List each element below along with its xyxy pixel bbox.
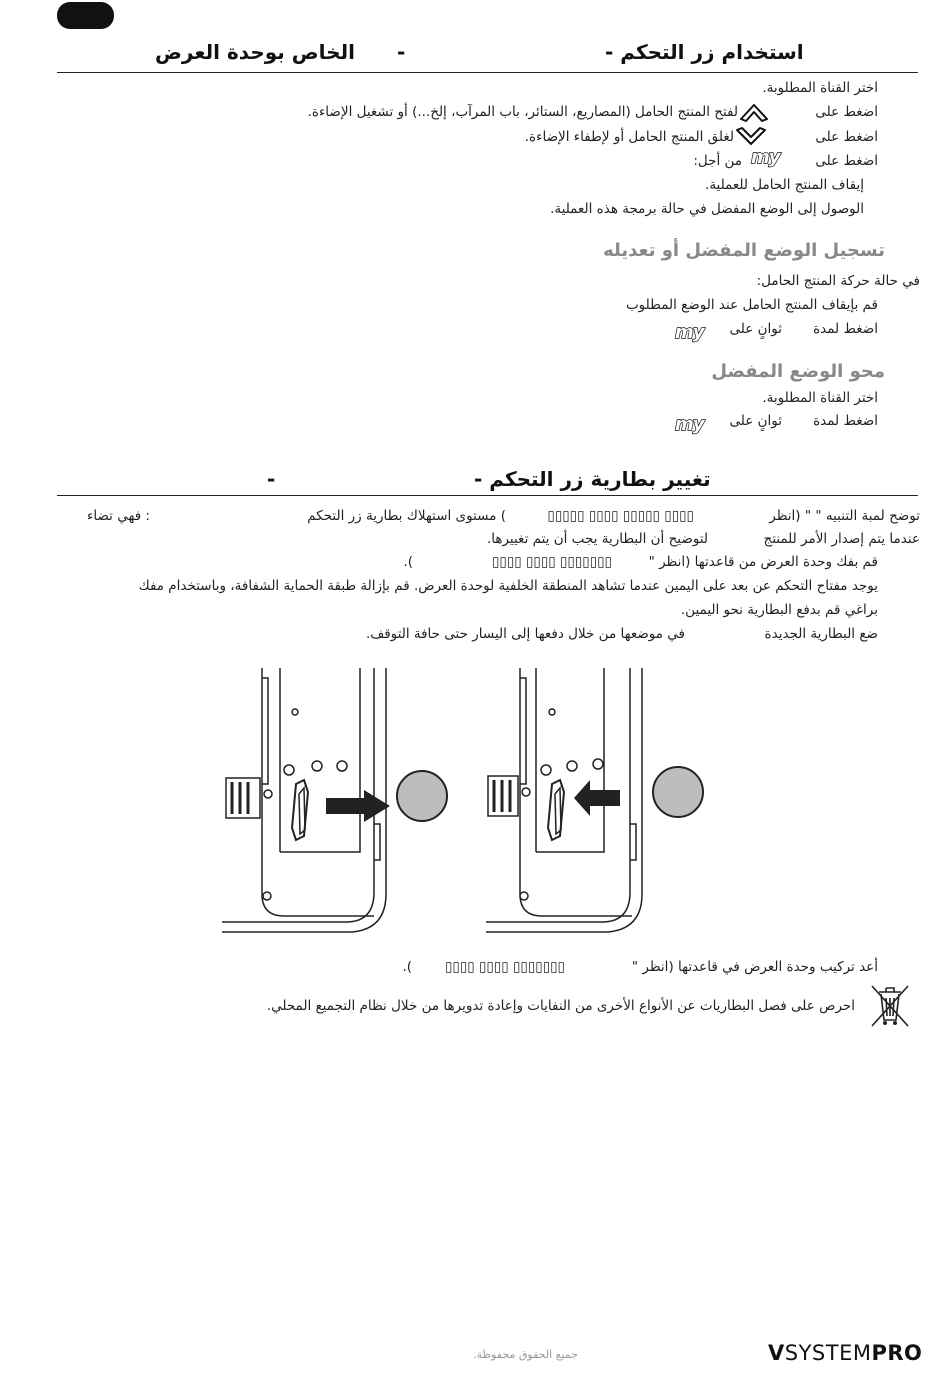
s2-line-when: عندما يتم إصدار الأمر للمنتج xyxy=(763,531,920,547)
section2-dash-left: - xyxy=(267,467,276,491)
delete-line-press-for: اضغط لمدة xyxy=(813,413,878,429)
save-line-stop: قم بإيقاف المنتج الحامل عند الوضع المطلوب xyxy=(625,297,878,313)
section1-title-right: استخدام زر التحكم - xyxy=(605,40,804,64)
s1-line-for: من أجل: xyxy=(693,153,742,169)
save-favourite-title: تسجيل الوضع المفضل أو تعديله xyxy=(603,240,885,261)
my-icon: my xyxy=(751,147,780,168)
s2-line-switch-location: يوجد مفتاح التحكم عن بعد على اليمين عندما تشاهد المنطقة الخلفية لوحدة العرض. قم بإزالة طبقة الحماية الشفافة، وباستخدام مفك xyxy=(138,578,878,594)
s1-line-press-on-3: اضغط على xyxy=(815,153,878,169)
battery-removal-illustration xyxy=(222,664,456,940)
s2-line-in: في xyxy=(667,626,685,642)
brand-v: V xyxy=(768,1341,785,1365)
s2-line-must-change: لتوضيح أن البطارية يجب أن يتم تغييرها. xyxy=(486,531,708,547)
save-line-seconds-on: ثوانٍ على xyxy=(729,321,782,337)
chevron-down-icon xyxy=(734,126,768,148)
section2-title-right: تغيير بطارية زر التحكم - xyxy=(474,467,711,491)
section2-rule xyxy=(57,495,918,496)
s2-line-led: توضح لمبة التنبيه " " (انظر xyxy=(769,508,920,524)
s2-line-battery-level: ) مستوى استهلاك بطارية زر التحكم xyxy=(307,508,506,524)
s2-line-refit: أعد تركيب وحدة العرض في قاعدتها (انظر " xyxy=(631,959,878,975)
brand-logo xyxy=(768,1341,922,1365)
battery-insert-illustration xyxy=(486,664,708,940)
s2-line-push-left: موضعها من خلال دفعها إلى اليسار حتى حافة التوقف. xyxy=(365,626,663,642)
my-icon: my xyxy=(675,322,704,343)
s2-line-placeholder-3: ▯▯▯▯▯▯▯ ▯▯▯▯ ▯▯▯▯ xyxy=(444,959,565,975)
delete-line-select-channel: اختر القناة المطلوبة. xyxy=(762,390,878,406)
s2-line-remove-display: قم بفك وحدة العرض من قاعدتها (انظر " xyxy=(648,554,878,570)
my-icon: my xyxy=(675,414,704,435)
save-line-moving: في حالة حركة المنتج الحامل: xyxy=(756,273,920,289)
s2-line-recycle: احرص على فصل البطاريات عن الأنواع الأخرى من النفايات وإعادة تدويرها من خلال نظام التجميع المحلي. xyxy=(266,998,855,1014)
s1-line-favourite: الوصول إلى الوضع المفضل في حالة برمجة هذه العملية. xyxy=(550,201,864,217)
delete-favourite-title: محو الوضع المفضل xyxy=(711,361,885,382)
section1-rule xyxy=(57,72,918,73)
s2-line-place-new: ضع البطارية الجديدة xyxy=(764,626,878,642)
section1-title-left: الخاص بوحدة العرض xyxy=(155,40,355,64)
crossed-bin-icon xyxy=(868,982,912,1030)
s1-line-stop: إيقاف المنتج الحامل للعملية. xyxy=(705,177,864,193)
chapter-tab xyxy=(57,2,114,29)
s2-line-placeholder-1: ▯▯▯▯ ▯▯▯▯▯ ▯▯▯▯ ▯▯▯▯▯ xyxy=(547,508,694,524)
s2-line-lights: : فهي تضاء xyxy=(87,508,150,524)
s2-line-placeholder-2: ▯▯▯▯▯▯▯ ▯▯▯▯ ▯▯▯▯ xyxy=(491,554,612,570)
s1-line-close-text: لغلق المنتج الحامل أو لإطفاء الإضاءة. xyxy=(524,129,734,145)
chevron-up-icon xyxy=(738,101,770,123)
s1-line-open-text: لفتح المنتج الحامل (المصاريع، الستائر، باب المرآب، إلخ...) أو تشغيل الإضاءة. xyxy=(307,104,738,120)
s2-line-push-right: براغي قم بدفع البطارية نحو اليمين. xyxy=(680,602,878,618)
brand-pro: PRO xyxy=(871,1341,923,1365)
save-line-press-for: اضغط لمدة xyxy=(813,321,878,337)
footer-copyright: جميع الحقوق محفوظة. xyxy=(473,1348,579,1361)
s1-line-press-on-1: اضغط على xyxy=(815,104,878,120)
section1-dash-left: - xyxy=(397,40,406,64)
s2-line-close-paren-2: ). xyxy=(402,959,412,975)
s2-line-close-paren-1: ). xyxy=(403,554,413,570)
brand-system: SYSTEM xyxy=(784,1341,872,1365)
s1-line-select-channel: اختر القناة المطلوبة. xyxy=(762,80,878,96)
delete-line-seconds-on: ثوانٍ على xyxy=(729,413,782,429)
s1-line-press-on-2: اضغط على xyxy=(815,129,878,145)
